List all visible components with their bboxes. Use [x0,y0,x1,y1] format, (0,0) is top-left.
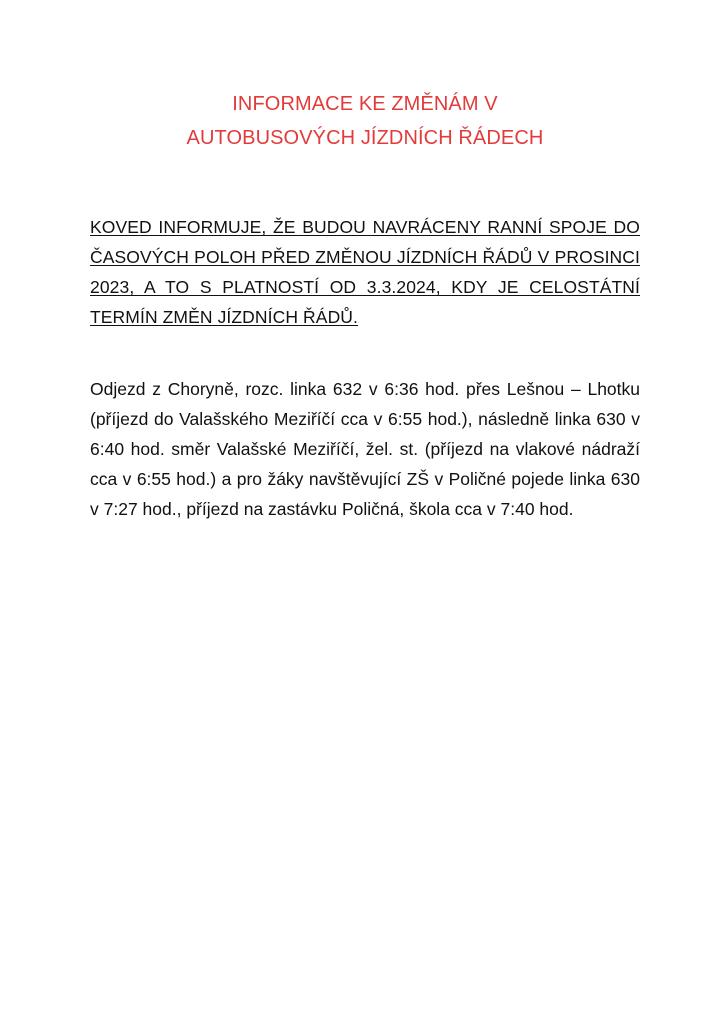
announcement-notice: KOVED INFORMUJE, ŽE BUDOU NAVRÁCENY RANNÍ SPOJE DO ČASOVÝCH POLOH PŘED ZMĚNOU JÍZDNÍCH ŘÁDŮ V PROSINCI 2023, A TO S PLATNOSTÍ OD 3.3.2024, KDY JE CELOSTÁTNÍ TERMÍN ZMĚN JÍZDNÍCH ŘÁDŮ. [90,217,640,327]
document-title-line-1: INFORMACE KE ZMĚNÁM V [232,93,498,115]
document-title-line-2: AUTOBUSOVÝCH JÍZDNÍCH ŘÁDECH [186,127,544,149]
schedule-details: Odjezd z Choryně, rozc. linka 632 v 6:36 hod. přes Lešnou – Lhotku (příjezd do Valašského Meziříčí cca v 6:55 hod.), následně linka 630 v 6:40 hod. směr Valašské Meziříčí, žel. st. (příjezd na vlakové nádraží cca v 6:55 hod.) a pro žáky navštěvující ZŠ v Poličné pojede linka 630 v 7:27 hod., příjezd na zastávku Poličná, škola cca v 7:40 hod. [90,379,640,519]
